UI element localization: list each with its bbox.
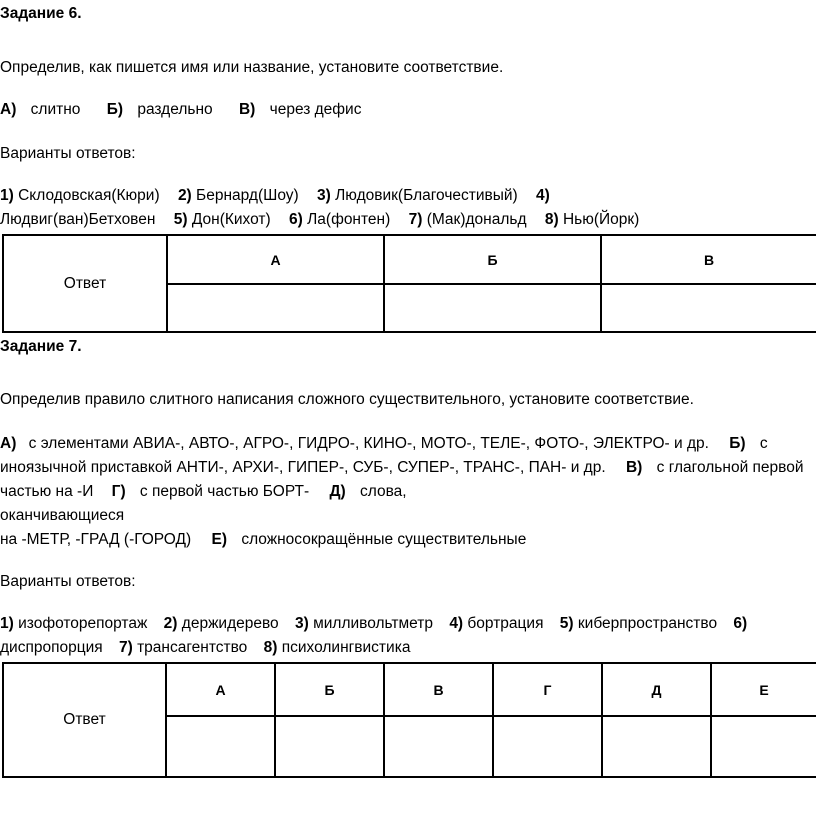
rule-text: на -МЕТР, -ГРАД (-ГОРОД) bbox=[0, 531, 192, 548]
rule-letter: В) bbox=[625, 459, 643, 476]
option-number: 5) bbox=[173, 211, 188, 228]
option-text: милливольтметр bbox=[313, 615, 433, 632]
option-number: 2) bbox=[163, 615, 178, 632]
option-number: 7) bbox=[118, 639, 133, 656]
option-text: изофоторепортаж bbox=[18, 615, 148, 632]
rule-letter: Б) bbox=[729, 435, 746, 452]
task7-variants-label: Варианты ответов: bbox=[0, 573, 136, 590]
option-number: 8) bbox=[263, 639, 278, 656]
rule-text: с bbox=[759, 435, 768, 452]
answer-cell-a[interactable] bbox=[166, 716, 275, 777]
answer-header-e: Е bbox=[711, 663, 816, 716]
rule-letter: Г) bbox=[111, 483, 126, 500]
answer-header-b: Б bbox=[384, 235, 601, 284]
option-text: держидерево bbox=[181, 615, 279, 632]
option-text: киберпространство bbox=[577, 615, 718, 632]
option-text: диспропорция bbox=[0, 639, 103, 656]
option-number: 6) bbox=[289, 211, 303, 228]
answer-label: Ответ bbox=[3, 235, 167, 332]
answer-cell-g[interactable] bbox=[493, 716, 602, 777]
option-text: Склодовская(Кюри) bbox=[18, 187, 160, 204]
option-text: психолингвистика bbox=[281, 639, 411, 656]
task6-options-line1 bbox=[0, 186, 550, 206]
option-number: 8) bbox=[544, 211, 559, 228]
option-number: 1) bbox=[0, 615, 14, 632]
option-text: Дон(Кихот) bbox=[191, 211, 271, 228]
option-number: 1) bbox=[0, 187, 14, 204]
task6-instruction: Определив, как пишется имя или название, установите соответствие. bbox=[0, 59, 504, 76]
option-text: Ла(фонтен) bbox=[307, 211, 391, 228]
task7-rules-line1 bbox=[0, 434, 768, 454]
option-text: трансагентство bbox=[137, 639, 248, 656]
option-text: Бернард(Шоу) bbox=[196, 187, 299, 204]
rule-letter: Д) bbox=[329, 483, 346, 500]
rule-text: сложносокращённые существительные bbox=[241, 531, 527, 548]
category-letter: Б) bbox=[106, 101, 124, 118]
option-text: Нью(Йорк) bbox=[562, 211, 640, 228]
option-number: 6) bbox=[733, 615, 748, 632]
answer-cell-b[interactable] bbox=[275, 716, 384, 777]
task7-answer-table bbox=[2, 662, 816, 778]
answer-header-a: А bbox=[167, 235, 384, 284]
task7-instruction: Определив правило слитного написания сложного существительного, установите соответствие. bbox=[0, 391, 694, 408]
rule-text: с глагольной первой bbox=[656, 459, 804, 476]
answer-header-v: В bbox=[601, 235, 816, 284]
answer-header-d: Д bbox=[602, 663, 711, 716]
answer-cell-e[interactable] bbox=[711, 716, 816, 777]
rule-letter: А) bbox=[0, 435, 17, 452]
option-text: Людовик(Благочестивый) bbox=[335, 187, 518, 204]
rule-letter: Е) bbox=[211, 531, 227, 548]
rule-text: иноязычной приставкой АНТИ-, АРХИ-, ГИПЕР-, СУБ-, СУПЕР-, ТРАНС-, ПАН- и др. bbox=[0, 459, 606, 476]
answer-label: Ответ bbox=[3, 663, 166, 777]
answer-cell-v[interactable] bbox=[384, 716, 493, 777]
task6-answer-table bbox=[2, 234, 816, 333]
answer-cell-v[interactable] bbox=[601, 284, 816, 332]
rule-text: частью на -И bbox=[0, 483, 94, 500]
task7-options-line2 bbox=[0, 638, 410, 658]
option-text: (Мак)дональд bbox=[426, 211, 527, 228]
answer-header-a: А bbox=[166, 663, 275, 716]
option-number: 4) bbox=[536, 187, 550, 204]
task6-options-line2 bbox=[0, 210, 639, 230]
task7-rules-line2 bbox=[0, 458, 804, 478]
option-number: 3) bbox=[295, 615, 309, 632]
category-text: слитно bbox=[30, 101, 81, 118]
answer-cell-b[interactable] bbox=[384, 284, 601, 332]
rule-text: с элементами АВИА-, АВТО-, АГРО-, ГИДРО-, КИНО-, МОТО-, ТЕЛЕ-, ФОТО-, ЭЛЕКТРО- и др. bbox=[28, 435, 709, 452]
answer-cell-d[interactable] bbox=[602, 716, 711, 777]
option-number: 5) bbox=[559, 615, 574, 632]
task6-title: Задание 6. bbox=[0, 5, 82, 22]
answer-header-g: Г bbox=[493, 663, 602, 716]
task7-options-line1 bbox=[0, 614, 747, 634]
option-number: 3) bbox=[317, 187, 331, 204]
task7-rules-line3 bbox=[0, 482, 407, 502]
answer-header-b: Б bbox=[275, 663, 384, 716]
option-number: 4) bbox=[449, 615, 464, 632]
rule-text: слова, bbox=[359, 483, 407, 500]
task6-variants-label: Варианты ответов: bbox=[0, 145, 136, 162]
task7-rules-line5 bbox=[0, 530, 526, 550]
task6-categories bbox=[0, 100, 361, 120]
task7-title: Задание 7. bbox=[0, 338, 82, 355]
answer-cell-a[interactable] bbox=[167, 284, 384, 332]
option-text: бортрация bbox=[467, 615, 544, 632]
answer-header-v: В bbox=[384, 663, 493, 716]
task7-rules-line4: оканчивающиеся bbox=[0, 507, 125, 524]
category-letter: А) bbox=[0, 101, 17, 118]
rule-text: с первой частью БОРТ- bbox=[139, 483, 310, 500]
option-number: 2) bbox=[177, 187, 192, 204]
option-number: 7) bbox=[408, 211, 423, 228]
category-text: через дефис bbox=[269, 101, 362, 118]
category-letter: В) bbox=[238, 101, 256, 118]
category-text: раздельно bbox=[137, 101, 213, 118]
option-text: Людвиг(ван)Бетховен bbox=[0, 211, 156, 228]
